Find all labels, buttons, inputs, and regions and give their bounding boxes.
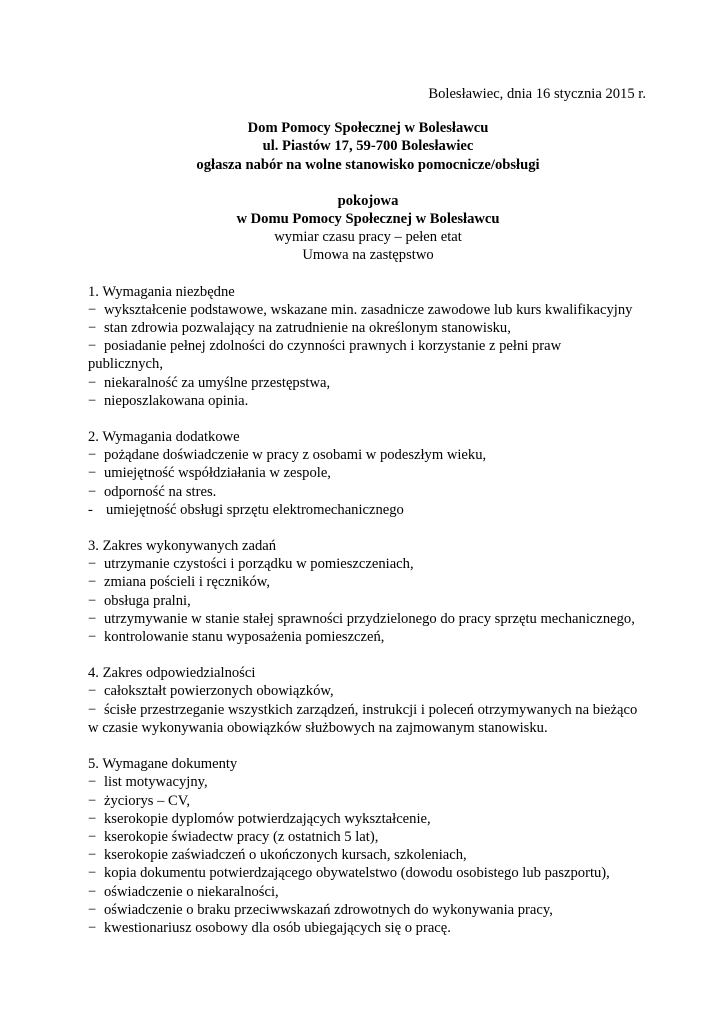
list-item: − posiadanie pełnej zdolności do czynności prawnych i korzystanie z pełni praw <box>88 338 562 355</box>
institution-name: Dom Pomocy Społecznej w Bolesławcu <box>247 120 489 137</box>
dash-bullet: − <box>88 374 97 391</box>
list-item: − stan zdrowia pozwalający na zatrudnienie na określonym stanowisku, <box>88 320 511 337</box>
dash-bullet: - <box>88 501 93 518</box>
list-item: − nieposzlakowana opinia. <box>88 392 249 409</box>
list-item: − list motywacyjny, <box>88 774 208 791</box>
dash-bullet: − <box>88 683 97 700</box>
dash-bullet: − <box>88 610 97 627</box>
dash-bullet: − <box>88 574 97 591</box>
section-duties <box>88 537 648 646</box>
work-time: wymiar czasu pracy – pełen etat <box>274 229 462 246</box>
list-item: − całokształt powierzonych obowiązków, <box>88 683 334 700</box>
list-item: − umiejętność współdziałania w zespole, <box>88 465 331 482</box>
dash-bullet: − <box>88 592 97 609</box>
dash-bullet: − <box>88 810 97 827</box>
document-page <box>88 85 648 937</box>
dash-bullet: − <box>88 792 97 809</box>
list-item: − kopia dokumentu potwierdzającego obywatelstwo (dowodu osobistego lub paszportu), <box>88 865 610 882</box>
dash-bullet: − <box>88 447 97 464</box>
dash-bullet: − <box>88 883 97 900</box>
list-item-continuation: w czasie wykonywania obowiązków służbowych na zajmowanym stanowisku. <box>88 719 548 736</box>
list-item: − utrzymanie czystości i porządku w pomieszczeniach, <box>88 556 414 573</box>
announcement-line: ogłasza nabór na wolne stanowisko pomocnicze/obsługi <box>196 156 540 173</box>
section-title: 5. Wymagane dokumenty <box>88 756 238 773</box>
list-item: − wykształcenie podstawowe, wskazane min. zasadnicze zawodowe lub kurs kwalifikacyjny <box>88 301 633 318</box>
list-item: − pożądane doświadczenie w pracy z osobami w podeszłym wieku, <box>88 447 487 464</box>
dash-bullet: − <box>88 556 97 573</box>
list-item: − kwestionariusz osobowy dla osób ubiegających się o pracę. <box>88 919 451 936</box>
list-item: − kontrolowanie stanu wyposażenia pomieszczeń, <box>88 629 385 646</box>
list-item: - umiejętność obsługi sprzętu elektromechanicznego <box>88 501 404 518</box>
list-item: − zmiana pościeli i ręczników, <box>88 574 271 591</box>
dash-bullet: − <box>88 847 97 864</box>
dash-bullet: − <box>88 774 97 791</box>
section-additional-requirements <box>88 428 648 519</box>
list-item: − kserokopie zaświadczeń o ukończonych kursach, szkoleniach, <box>88 847 467 864</box>
list-item: − oświadczenie o braku przeciwwskazań zdrowotnych do wykonywania pracy, <box>88 901 553 918</box>
position-place: w Domu Pomocy Społecznej w Bolesławcu <box>236 211 500 228</box>
dash-bullet: − <box>88 865 97 882</box>
date-line: Bolesławiec, dnia 16 stycznia 2015 r. <box>428 86 646 102</box>
dash-bullet: − <box>88 901 97 918</box>
dash-bullet: − <box>88 301 97 318</box>
position-title: pokojowa <box>337 192 399 209</box>
section-required-documents <box>88 755 648 937</box>
section-requirements <box>88 283 648 410</box>
list-item: − obsługa pralni, <box>88 592 191 609</box>
dash-bullet: − <box>88 320 97 337</box>
list-item: − ścisłe przestrzeganie wszystkich zarządzeń, instrukcji i poleceń otrzymywanych na bieżąco <box>88 701 638 718</box>
dash-bullet: − <box>88 629 97 646</box>
dash-bullet: − <box>88 483 97 500</box>
list-item-continuation: publicznych, <box>88 356 163 373</box>
list-item: − odporność na stres. <box>88 483 217 500</box>
dash-bullet: − <box>88 701 97 718</box>
section-title: 1. Wymagania niezbędne <box>88 283 235 300</box>
dash-bullet: − <box>88 392 97 409</box>
list-item: − życiorys – CV, <box>88 792 191 809</box>
section-responsibility <box>88 664 648 737</box>
section-title: 3. Zakres wykonywanych zadań <box>88 538 277 555</box>
list-item: − kserokopie dyplomów potwierdzających wykształcenie, <box>88 810 431 827</box>
list-item: − utrzymywanie w stanie stałej sprawności przydzielonego do pracy sprzętu mechanicznego, <box>88 610 635 627</box>
dash-bullet: − <box>88 828 97 845</box>
dash-bullet: − <box>88 465 97 482</box>
section-title: 4. Zakres odpowiedzialności <box>88 665 256 682</box>
section-title: 2. Wymagania dodatkowe <box>88 429 240 446</box>
list-item: − kserokopie świadectw pracy (z ostatnich 5 lat), <box>88 828 379 845</box>
institution-address: ul. Piastów 17, 59-700 Bolesławiec <box>262 138 474 155</box>
dash-bullet: − <box>88 338 97 355</box>
contract-type: Umowa na zastępstwo <box>302 247 434 264</box>
dash-bullet: − <box>88 919 97 936</box>
announcement-header <box>88 119 648 264</box>
list-item: − niekaralność za umyślne przestępstwa, <box>88 374 331 391</box>
list-item: − oświadczenie o niekaralności, <box>88 883 279 900</box>
